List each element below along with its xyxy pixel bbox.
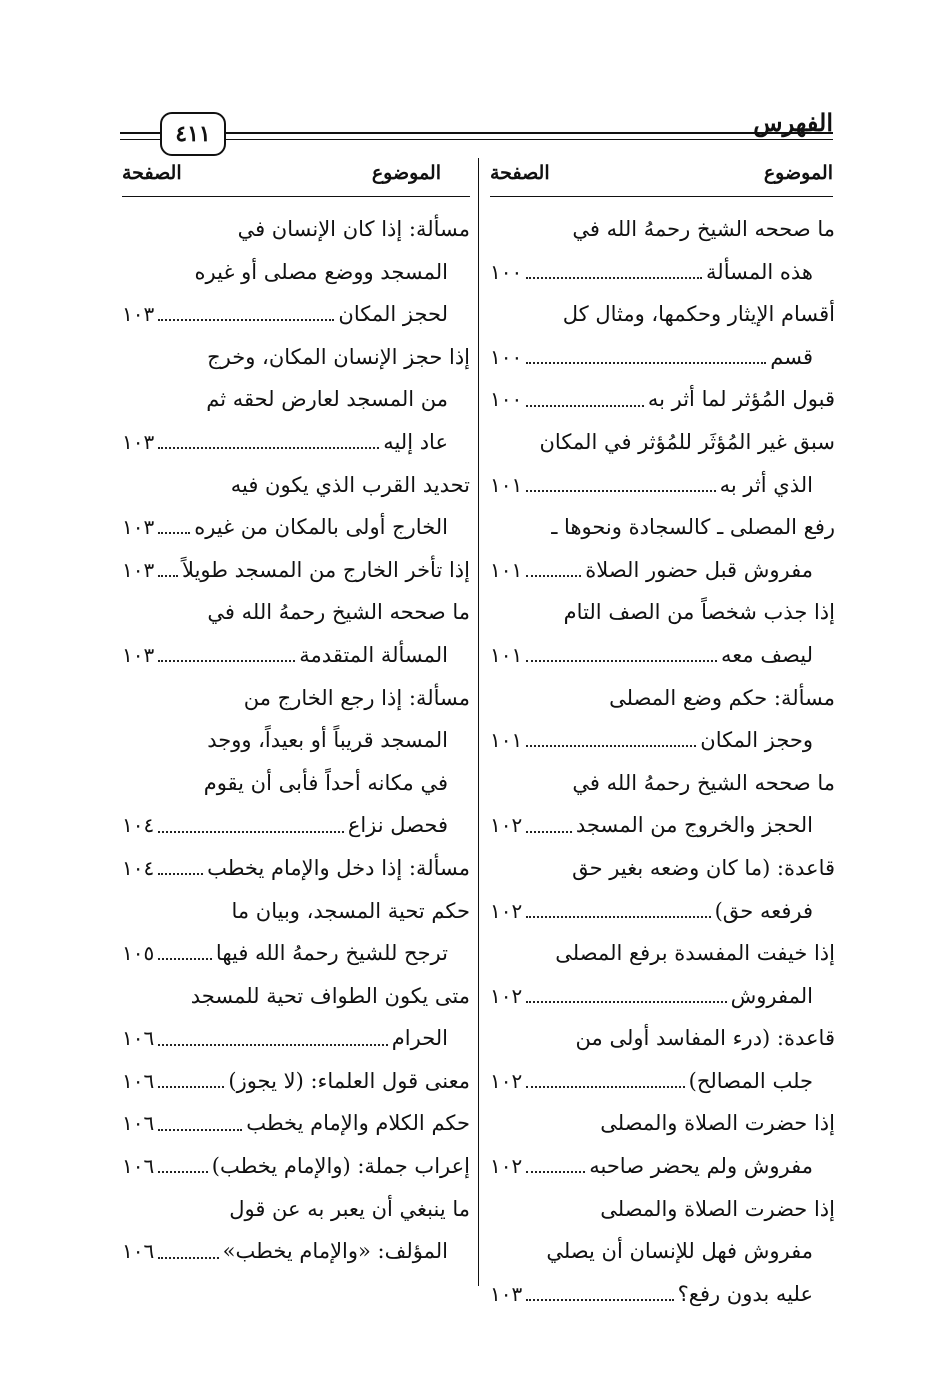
left-col-topic-header: الموضوع [371, 162, 441, 184]
entry-line [122, 336, 470, 379]
entry-line [122, 847, 470, 890]
entry-line [122, 634, 470, 677]
entry-line [490, 847, 835, 890]
right-col-header-rule [490, 196, 833, 197]
entry-text: وحجز المكان [700, 728, 813, 753]
entry-page-number: ١٠٦ [122, 1239, 155, 1264]
index-entry [490, 591, 835, 676]
entry-text: مفروش قبل حضور الصلاة [585, 557, 813, 582]
entry-text: أقسام الإيثار وحكمها، ومثال كل [562, 302, 835, 327]
entry-line [122, 549, 470, 592]
entry-text: الحجز والخروج من المسجد [575, 813, 813, 838]
index-entry [490, 293, 835, 378]
dot-leader [526, 1299, 673, 1301]
entry-line [122, 506, 470, 549]
entry-text: مسألة: إذا كان الإنسان في [237, 217, 470, 241]
index-entry [122, 1102, 470, 1145]
entry-text: المسألة المتقدمة [299, 642, 448, 667]
entry-text: جلب المصالح) [688, 1068, 813, 1093]
index-entry [122, 890, 470, 975]
index-entry [122, 1145, 470, 1188]
entry-text: مسألة: إذا رجع الخارج من [243, 685, 470, 710]
right-col-page-header: الصفحة [490, 162, 550, 184]
entry-text: قسم [770, 344, 813, 369]
entry-text: حكم الكلام والإمام يخطب [246, 1111, 470, 1136]
entry-page-number: ١٠٠ [490, 387, 523, 412]
dot-leader [526, 660, 717, 662]
entry-line [122, 378, 470, 421]
page-number-badge [160, 112, 226, 156]
index-entry [490, 932, 835, 1017]
index-entry [122, 975, 470, 1060]
right-col-topic-header: الموضوع [763, 162, 833, 184]
entry-line [490, 762, 835, 805]
entry-text: إذا حضرت الصلاة والمصلى [600, 1111, 835, 1136]
entry-line [122, 975, 470, 1018]
entry-text: هذه المسألة [706, 259, 813, 284]
entry-page-number: ١٠٣ [122, 302, 155, 327]
entry-line [122, 251, 470, 294]
entry-line [122, 762, 470, 805]
entry-page-number: ١٠٢ [490, 813, 523, 838]
index-entry [122, 549, 470, 592]
dot-leader [158, 447, 379, 449]
index-entry [122, 847, 470, 890]
entry-page-number: ١٠٤ [122, 813, 155, 838]
entry-text: المفروش [730, 983, 813, 1008]
entry-text: تحديد القرب الذي يكون فيه [230, 472, 470, 497]
entry-page-number: ١٠٤ [122, 855, 155, 880]
entry-line [490, 932, 835, 975]
index-entry [122, 1188, 470, 1273]
entry-line [490, 1060, 835, 1103]
entry-line [490, 1188, 835, 1231]
entry-page-number: ١٠٢ [490, 983, 523, 1008]
entry-page-number: ١٠٥ [122, 941, 155, 966]
entry-line [490, 591, 835, 634]
entry-text: إذا حضرت الصلاة والمصلى [600, 1196, 835, 1221]
index-entry [490, 762, 835, 847]
dot-leader [526, 490, 715, 492]
entry-text: عاد إليه [383, 429, 448, 454]
entry-text: متى يكون الطواف تحية للمسجد [190, 983, 470, 1008]
left-col-page-header: الصفحة [122, 162, 182, 184]
index-entry [122, 464, 470, 549]
index-entry [490, 847, 835, 932]
entry-page-number: ١٠٠ [490, 259, 523, 284]
entry-line [122, 932, 470, 975]
entry-line [490, 506, 835, 549]
entry-line [490, 1102, 835, 1145]
entry-page-number: ١٠٦ [122, 1111, 155, 1136]
entry-line [490, 1145, 835, 1188]
dot-leader [526, 1171, 585, 1173]
entry-line [490, 804, 835, 847]
entry-text: عليه بدون رفع؟ [677, 1281, 813, 1306]
entry-line [122, 591, 470, 634]
entry-text: الحرام [391, 1026, 448, 1051]
index-entry [490, 677, 835, 762]
entry-text: إذا تأخر الخارج من المسجد طويلاً [182, 557, 470, 582]
entry-text: في مكانه أحداً فأبى أن يقوم [203, 770, 448, 795]
entry-text: مفروش ولم يحضر صاحبه [589, 1154, 813, 1179]
entry-page-number: ١٠٢ [490, 1068, 523, 1093]
entry-text: ليصف معه [721, 642, 813, 667]
dot-leader [158, 958, 212, 960]
dot-leader [526, 1086, 684, 1088]
entry-line [490, 719, 835, 762]
dot-leader [526, 277, 702, 279]
entry-page-number: ١٠٢ [490, 898, 523, 923]
entry-line [122, 1230, 470, 1273]
entry-text: إذا خيفت المفسدة برفع المصلى [555, 941, 835, 966]
dot-leader [526, 916, 710, 918]
header-rule-thin [120, 139, 833, 140]
entry-text: إذا جذب شخصاً من الصف التام [563, 600, 835, 625]
entry-page-number: ١٠١ [490, 642, 523, 667]
dot-leader [158, 575, 178, 577]
entry-text: ما صححه الشيخ رحمهُ الله في [207, 600, 470, 625]
column-divider [478, 158, 479, 1286]
left-col-header-rule [122, 196, 470, 197]
entry-line [490, 251, 835, 294]
entry-text: قاعدة: (ما كان وضعه بغير حق [572, 855, 835, 880]
entry-text: سبق غير المُؤثَر للمُؤثر في المكان [539, 429, 835, 454]
entry-line [122, 677, 470, 720]
entry-text: معنى قول العلماء: (لا يجوز) [228, 1068, 470, 1093]
entry-text: حكم تحية المسجد، وبيان ما [231, 898, 470, 923]
entry-page-number: ١٠٦ [122, 1154, 155, 1179]
entry-text: ما صححه الشيخ رحمهُ الله في [572, 217, 835, 241]
dot-leader [158, 319, 334, 321]
entry-page-number: ١٠٠ [490, 344, 523, 369]
header-rule [120, 132, 833, 134]
dot-leader [526, 1001, 726, 1003]
entry-text: رفع المصلى ـ كالسجادة ونحوها ـ [551, 515, 835, 540]
entry-line [122, 293, 470, 336]
dot-leader [158, 831, 344, 833]
dot-leader [158, 1257, 218, 1259]
index-entry [490, 1188, 835, 1316]
entry-page-number: ١٠٣ [490, 1281, 523, 1306]
index-entry [490, 1102, 835, 1187]
entry-line [490, 464, 835, 507]
entry-line [122, 804, 470, 847]
dot-leader [526, 575, 581, 577]
entry-line [122, 1060, 470, 1103]
entry-text: المسجد قريباً أو بعيداً، ووجد [207, 728, 448, 753]
entry-line [122, 1102, 470, 1145]
entry-line [490, 890, 835, 933]
entry-line [122, 1017, 470, 1060]
index-entry [122, 677, 470, 847]
index-entry [122, 208, 470, 336]
entry-text: المؤلف: «والإمام يخطب» [222, 1239, 448, 1264]
index-entry [490, 208, 835, 293]
dot-leader [158, 1171, 208, 1173]
entry-line [490, 208, 835, 251]
dot-leader [158, 1129, 242, 1131]
entry-text: مسألة: إذا دخل والإمام يخطب [207, 855, 470, 880]
entry-page-number: ١٠٦ [122, 1026, 155, 1051]
index-entry [490, 378, 835, 421]
entry-line [122, 890, 470, 933]
entry-text: مسألة: حكم وضع المصلى [609, 685, 835, 710]
index-entry [490, 506, 835, 591]
entry-text: إذا حجز الإنسان المكان، وخرج [207, 344, 470, 369]
entry-line [490, 677, 835, 720]
entry-line [122, 421, 470, 464]
entry-text: الخارج أولى بالمكان من غيره [194, 515, 448, 540]
index-entry [122, 1060, 470, 1103]
entry-line [490, 293, 835, 336]
entry-text: ترجح للشيخ رحمهُ الله فيها [215, 941, 448, 966]
entry-text: قبول المُؤثر لما أثر به [647, 387, 835, 412]
entry-text: من المسجد لعارض لحقه ثم [206, 387, 448, 412]
entry-page-number: ١٠٣ [122, 515, 155, 540]
right-index-column [490, 208, 835, 1315]
entry-page-number: ١٠٣ [122, 557, 155, 582]
index-entry [490, 421, 835, 506]
page-number: ٤١١ [175, 121, 211, 147]
dot-leader [158, 660, 295, 662]
dot-leader [158, 532, 190, 534]
dot-leader [158, 873, 203, 875]
index-title: الفهرس [753, 108, 833, 137]
entry-line [490, 1273, 835, 1316]
left-index-column [122, 208, 470, 1273]
entry-line [122, 719, 470, 762]
dot-leader [526, 831, 572, 833]
entry-page-number: ١٠١ [490, 472, 523, 497]
entry-line [490, 378, 835, 421]
entry-page-number: ١٠١ [490, 728, 523, 753]
entry-text: فحصل نزاع [347, 813, 448, 838]
entry-text: ما صححه الشيخ رحمهُ الله في [572, 770, 835, 795]
dot-leader [526, 405, 644, 407]
entry-text: إعراب جملة: (والإمام يخطب) [211, 1154, 470, 1179]
entry-line [122, 1188, 470, 1231]
entry-page-number: ١٠٣ [122, 642, 155, 667]
entry-text: لحجز المكان [338, 302, 448, 327]
dot-leader [526, 362, 766, 364]
entry-line [122, 208, 470, 251]
index-entry [490, 1017, 835, 1102]
entry-text: الذي أثر به [719, 472, 813, 497]
index-entry [122, 591, 470, 676]
entry-line [490, 421, 835, 464]
index-entry [122, 336, 470, 464]
entry-line [490, 1230, 835, 1273]
entry-page-number: ١٠١ [490, 557, 523, 582]
dot-leader [526, 745, 696, 747]
entry-text: المسجد ووضع مصلى أو غيره [194, 259, 448, 284]
entry-text: ما ينبغي أن يعبر به عن قول [229, 1196, 470, 1221]
entry-line [490, 549, 835, 592]
entry-text: فرفعه حق) [714, 898, 813, 923]
dot-leader [158, 1044, 388, 1046]
entry-line [122, 1145, 470, 1188]
entry-text: قاعدة: (درء المفاسد أولى من [575, 1026, 835, 1051]
entry-text: مفروش فهل للإنسان أن يصلي [546, 1239, 813, 1264]
entry-page-number: ١٠٦ [122, 1068, 155, 1093]
entry-line [490, 975, 835, 1018]
entry-line [490, 634, 835, 677]
entry-line [490, 1017, 835, 1060]
entry-page-number: ١٠٢ [490, 1154, 523, 1179]
entry-line [122, 464, 470, 507]
entry-line [490, 336, 835, 379]
entry-page-number: ١٠٣ [122, 429, 155, 454]
dot-leader [158, 1086, 224, 1088]
